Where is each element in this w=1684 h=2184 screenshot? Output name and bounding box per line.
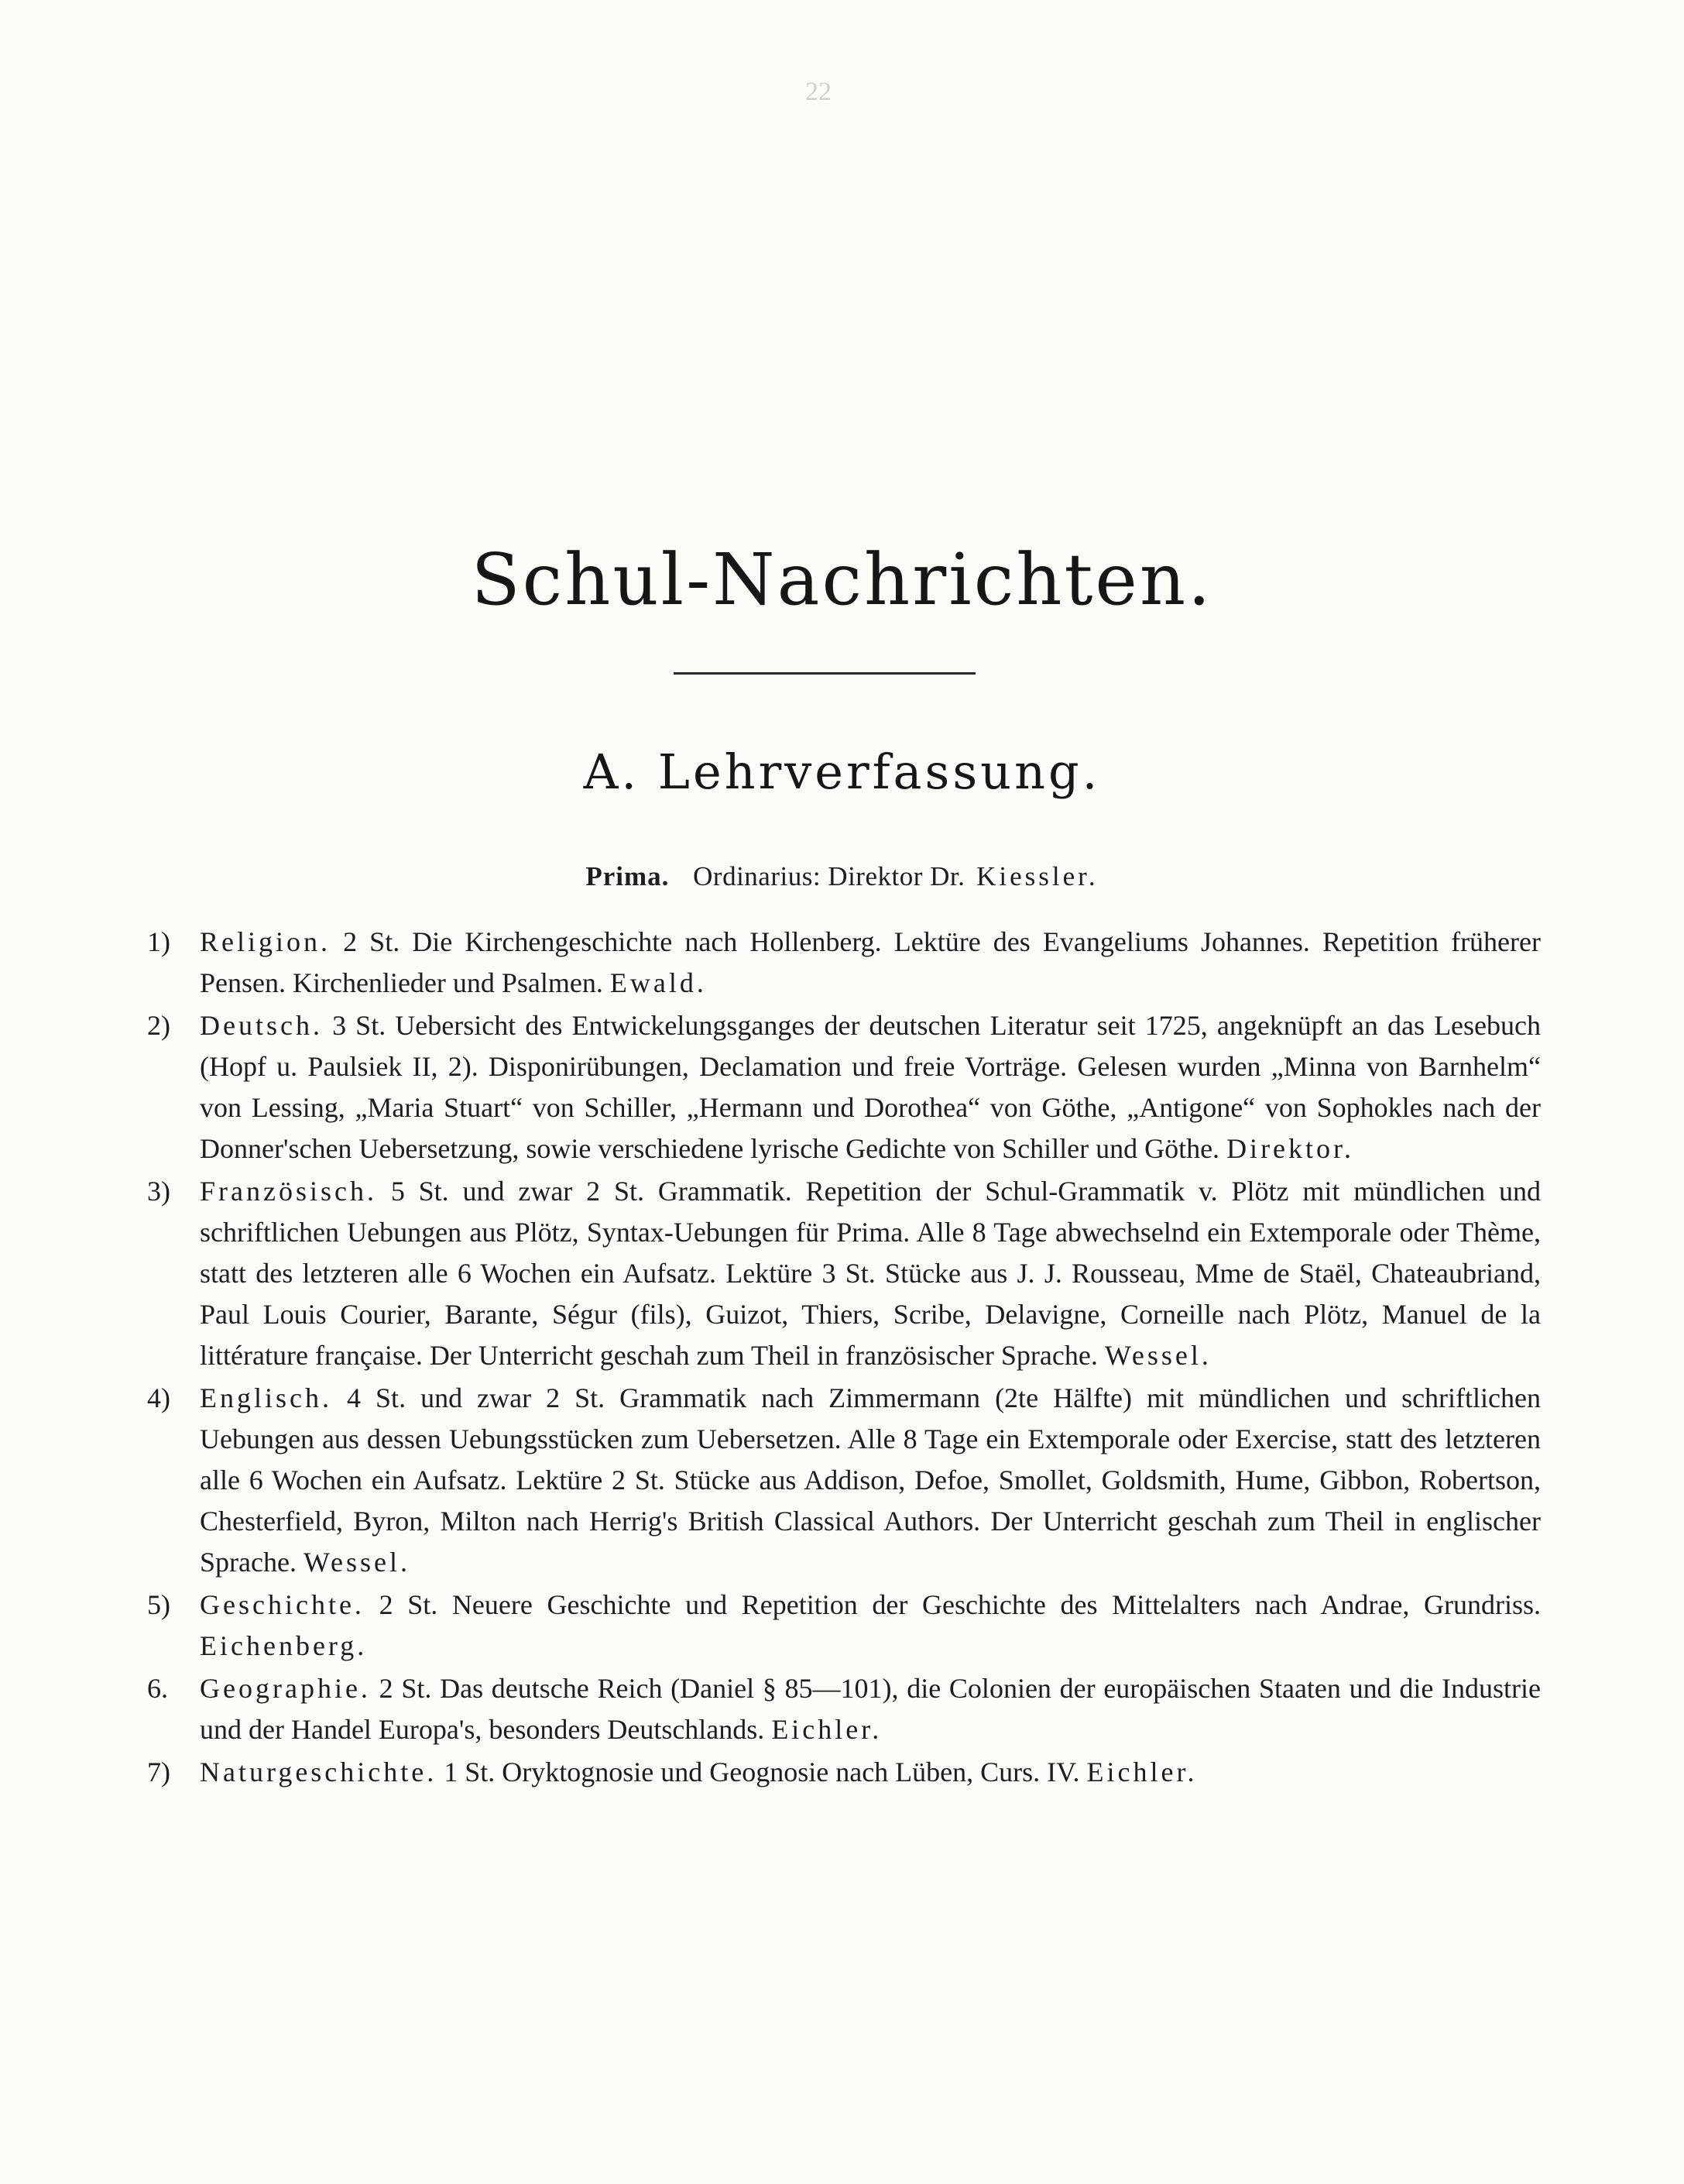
subject-text: 2 St. Die Kirchengeschichte nach Hollenberg. Lektüre des Evangeliums Johannes. Repetition früherer Pensen. Kirchenlieder und Psalmen. [200, 926, 1541, 998]
subject-text: 4 St. und zwar 2 St. Grammatik nach Zimmermann (2te Hälfte) mit mündlichen und schriftlichen Uebungen aus dessen Uebungsstücken zum Uebersetzen. Alle 8 Tage ein Extemporale oder Exercise, statt des letzteren alle 6 Wochen ein Aufsatz. Lektüre 2 St. Stücke aus Addison, Defoe, Smollet, Goldsmith, Hume, Gibbon, Robertson, Chesterfield, Byron, Milton nach Herrig's British Classical Authors. Der Unterricht geschah zum Theil in englischer Sprache. [200, 1382, 1541, 1578]
subject-name: Geographie. [200, 1673, 371, 1704]
subject-number: 4) [147, 1382, 170, 1413]
class-heading [0, 861, 1684, 892]
subject-religion [147, 922, 1541, 1004]
class-name: Prima. [585, 861, 670, 891]
subject-teacher: Wessel. [303, 1547, 411, 1578]
subject-naturgeschichte [147, 1752, 1541, 1793]
subject-list [147, 922, 1541, 1794]
subject-deutsch [147, 1005, 1541, 1169]
main-title: Schul-Nachrichten. [471, 538, 1213, 621]
class-head-label: Ordinarius: Direktor Dr. [693, 861, 965, 891]
subject-name: Deutsch. [200, 1010, 323, 1041]
subject-number: 3) [147, 1176, 170, 1207]
page-number: 22 [805, 77, 832, 106]
subject-name: Englisch. [200, 1382, 332, 1413]
subject-text: 2 St. Neuere Geschichte und Repetition der Geschichte des Mittelalters nach Andrae, Grundriss. [379, 1589, 1542, 1620]
subject-name: Naturgeschichte. [200, 1756, 437, 1787]
subject-number: 1) [147, 926, 170, 957]
subject-name: Geschichte. [200, 1589, 365, 1620]
section-title: A. Lehrverfassung. [583, 743, 1101, 800]
subject-franzoesisch [147, 1171, 1541, 1376]
subject-text: 3 St. Uebersicht des Entwickelungsganges der deutschen Literatur seit 1725, angeknüpft an das Lesebuch (Hopf u. Paulsiek II, 2). Disponirübungen, Declamation und freie Vorträge. Gelesen wurden „Minna von Barnhelm“ von Lessing, „Maria Stuart“ von Schiller, „Hermann und Dorothea“ von Göthe, „Antigone“ von Sophokles nach der Donner'schen Uebersetzung, sowie verschiedene lyrische Gedichte von Schiller und Göthe. [200, 1010, 1542, 1164]
subject-teacher: Wessel. [1104, 1340, 1212, 1371]
subject-geographie [147, 1668, 1541, 1750]
subject-number: 6. [147, 1673, 168, 1704]
subject-teacher: Eichler. [771, 1714, 883, 1745]
subject-text: 2 St. Das deutsche Reich (Daniel § 85—101), die Colonien der europäischen Staaten und die Industrie und der Handel Europa's, besonders Deutschlands. [200, 1673, 1541, 1745]
subject-number: 7) [147, 1756, 170, 1787]
subject-teacher: Eichenberg. [200, 1630, 368, 1661]
subject-name: Religion. [200, 926, 331, 957]
subject-teacher: Direktor. [1226, 1133, 1355, 1164]
subject-teacher: Ewald. [609, 967, 707, 998]
subject-number: 2) [147, 1010, 170, 1041]
subject-text: 5 St. und zwar 2 St. Grammatik. Repetition der Schul-Grammatik v. Plötz mit mündlichen und schriftlichen Uebungen aus Plötz, Syntax-Uebungen für Prima. Alle 8 Tage abwechselnd ein Extemporale oder Thème, statt des letzteren alle 6 Wochen ein Aufsatz. Lektüre 3 St. Stücke aus J. J. Rousseau, Mme de Staël, Chateaubriand, Paul Louis Courier, Barante, Ségur (fils), Guizot, Thiers, Scribe, Delavigne, Corneille nach Plötz, Manuel de la littérature française. Der Unterricht geschah zum Theil in französischer Sprache. [200, 1176, 1541, 1371]
subject-englisch [147, 1378, 1541, 1583]
subject-geschichte [147, 1585, 1541, 1667]
subject-number: 5) [147, 1589, 170, 1620]
subject-name: Französisch. [200, 1176, 377, 1207]
subject-text: 1 St. Oryktognosie und Geognosie nach Lüben, Curs. IV. [444, 1756, 1080, 1787]
title-divider [674, 672, 976, 675]
class-head-name: Kiessler. [976, 861, 1099, 891]
subject-teacher: Eichler. [1086, 1756, 1198, 1787]
